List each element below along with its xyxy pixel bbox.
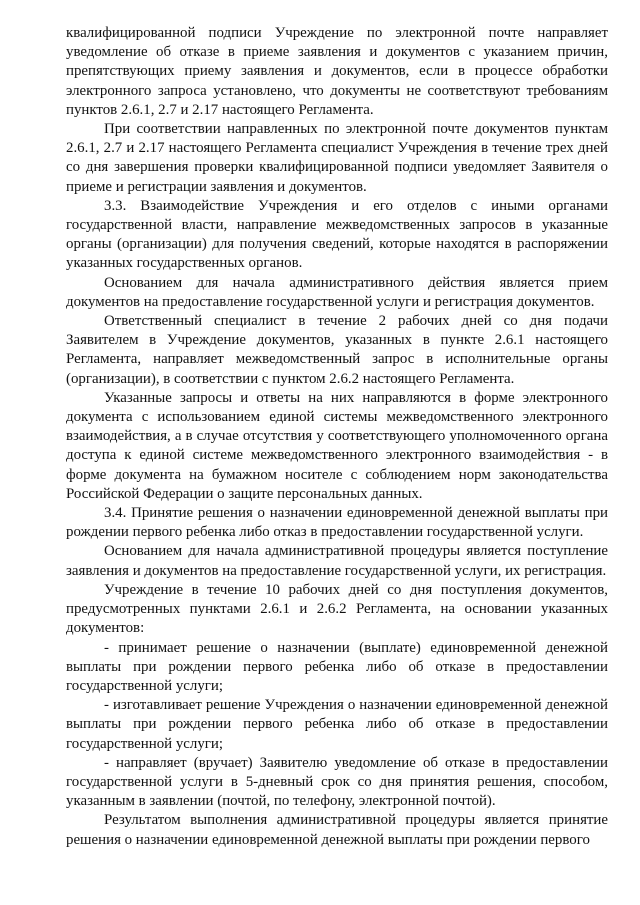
list-item-sends: - направляет (вручает) Заявителю уведомление об отказе в предоставлении государственной услуги в 5-дневный срок со дня принятия решения, способом, указанным в заявлении (почтой, по телефону, электронной почтой). <box>66 754 608 810</box>
paragraph-result: Результатом выполнения административной процедуры является принятие решения о назначении единовременной денежной выплаты при рождении первого <box>66 812 608 848</box>
paragraph-basis-action: Основанием для начала административного действия является прием документов на предоставление государственной услуги и регистрация документов. <box>66 274 608 310</box>
document-page <box>66 24 608 850</box>
paragraph-continuation: квалифицированной подписи Учреждение по электронной почте направляет уведомление об отказе в приеме заявления и документов с указанием причин, препятствующих приему заявления и документов, если в процессе обработки электронного запроса установлено, что документы не соответствуют требованиям пунктов 2.6.1, 2.7 и 2.17 настоящего Регламента. <box>66 25 608 118</box>
list-item-produces: - изготавливает решение Учреждения о назначении единовременной денежной выплаты при рождении первого ребенка либо об отказе в предоставлении государственной услуги; <box>66 697 608 752</box>
paragraph-basis-procedure: Основанием для начала административной процедуры является поступление заявления и документов на предоставление государственной услуги, их регистрация. <box>66 543 608 579</box>
list-item-decision: - принимает решение о назначении (выплате) единовременной денежной выплаты при рождении первого ребенка либо об отказе в предоставлении государственной услуги; <box>66 639 608 694</box>
paragraph-requests-form: Указанные запросы и ответы на них направляются в форме электронного документа с использованием единой системы межведомственного электронного взаимодействия, а в случае отсутствия у соответствующего уполномоченного органа доступа к единой системе межведомственного электронного взаимодействия - в форме документа на бумажном носителе с соблюдением норм законодательства Российской Федерации о защите персональных данных. <box>66 389 608 502</box>
section-3-4-heading: 3.4. Принятие решения о назначении единовременной денежной выплаты при рождении первого ребенка либо отказ в предоставлении государственной услуги. <box>66 505 608 541</box>
section-3-3-heading: 3.3. Взаимодействие Учреждения и его отделов с иными органами государственной власти, направление межведомственных запросов в указанные органы (организации) для получения сведений, которые находятся в распоряжении указанных государственных органов. <box>66 197 608 272</box>
paragraph-responsible-specialist: Ответственный специалист в течение 2 рабочих дней со дня подачи Заявителем в Учреждение документов, указанных в пункте 2.6.1 настоящего Регламента, направляет межведомственный запрос в исполнительные органы (организации), в соответствии с пунктом 2.6.2 настоящего Регламента. <box>66 313 608 387</box>
paragraph-notification: При соответствии направленных по электронной почте документов пунктам 2.6.1, 2.7 и 2.17 настоящего Регламента специалист Учреждения в течение трех дней со дня завершения проверки квалифицированной подписи уведомляет Заявителя о приеме и регистрации заявления и документов. <box>66 121 608 195</box>
paragraph-institution-term: Учреждение в течение 10 рабочих дней со дня поступления документов, предусмотренных пунктами 2.6.1 и 2.6.2 Регламента, на основании указанных документов: <box>66 581 608 637</box>
